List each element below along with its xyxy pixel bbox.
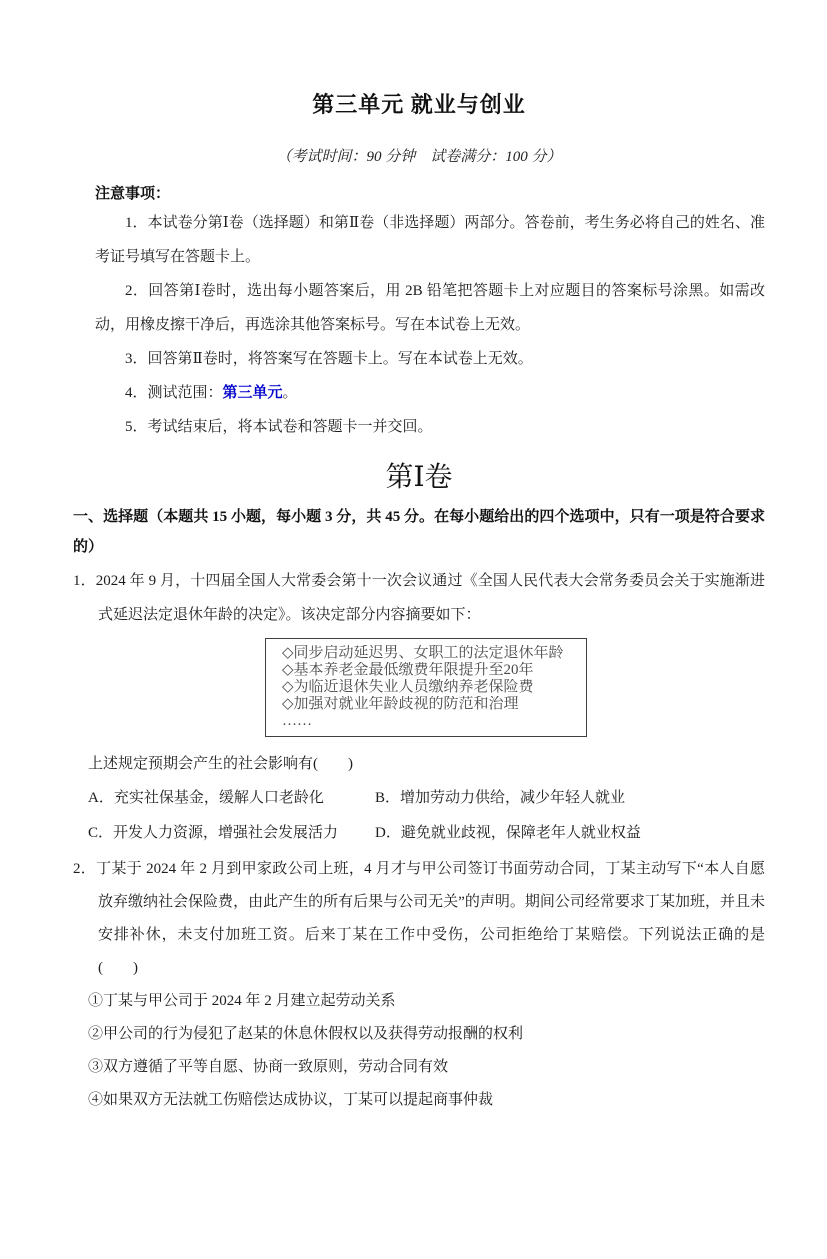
section-heading: 第Ⅰ卷 — [385, 462, 453, 493]
multiple-choice-intro: 一、选择题（本题共 15 小题，每小题 3 分，共 45 分。在每小题给出的四个选项中，只有一项是符合要求的） — [73, 509, 765, 555]
option-d: D．避免就业歧视，保障老年人就业权益 — [375, 825, 641, 841]
question-1-stem: 1．2024 年 9 月，十四届全国人大常委会第十一次会议通过《全国人民代表大会常务委员会关于实施渐进式延迟法定退休年龄的决定》。该决定部分内容摘要如下： — [73, 573, 765, 623]
notice-heading: 注意事项： — [95, 186, 171, 202]
notice-item-5: 5．考试结束后，将本试卷和答题卡一并交回。 — [125, 419, 433, 435]
option-row-1 — [88, 781, 765, 816]
scope-highlight: 第三单元 — [222, 385, 283, 401]
notice-item-4-suffix: 。 — [282, 385, 298, 401]
question-1 — [73, 564, 765, 851]
statement-1: ①丁某与甲公司于 2024 年 2 月建立起劳动关系 — [88, 993, 396, 1009]
exam-title: 第三单元 就业与创业 — [312, 92, 526, 117]
decision-summary-box — [265, 638, 587, 737]
summary-line-4: ◇加强对就业年龄歧视的防范和治理 — [282, 696, 519, 712]
option-a: A．充实社保基金，缓解人口老龄化 — [88, 790, 324, 806]
option-c: C．开发人力资源，增强社会发展活力 — [88, 825, 339, 841]
summary-line-3: ◇为临近退休失业人员缴纳养老保险费 — [282, 679, 534, 695]
question-2-stem: 2．丁某于 2024 年 2 月到甲家政公司上班，4 月才与甲公司签订书面劳动合同，丁某主动写下“本人自愿放弃缴纳社会保险费，由此产生的所有后果与公司无关”的声明。期间公司经常要求丁某加班，并且未安排补休，未支付加班工资。后来丁某在工作中受伤，公司拒绝给丁某赔偿。下列说法正确的是( ) — [73, 861, 765, 976]
statement-3: ③双方遵循了平等自愿、协商一致原则，劳动合同有效 — [88, 1059, 449, 1075]
question-1-options — [73, 781, 765, 851]
notice-item-2: 2．回答第Ⅰ卷时，选出每小题答案后，用 2B 铅笔把答题卡上对应题目的答案标号涂黑。如需改动，用橡皮擦干净后，再选涂其他答案标号。写在本试卷上无效。 — [95, 283, 765, 333]
notice-section — [95, 182, 765, 444]
statement-4: ④如果双方无法就工伤赔偿达成协议，丁某可以提起商事仲裁 — [88, 1092, 494, 1108]
notice-item-1: 1．本试卷分第Ⅰ卷（选择题）和第Ⅱ卷（非选择题）两部分。答卷前，考生务必将自己的姓名、准考证号填写在答题卡上。 — [95, 215, 765, 265]
summary-line-1: ◇同步启动延迟男、女职工的法定退休年龄 — [282, 645, 564, 661]
question-2-statements — [73, 985, 765, 1117]
option-row-2 — [88, 816, 765, 851]
exam-page — [0, 90, 827, 1117]
exam-subtitle: （考试时间：90 分钟 试卷满分：100 分） — [276, 149, 562, 165]
question-1-substem: 上述规定预期会产生的社会影响有( ) — [88, 756, 353, 772]
notice-item-3: 3．回答第Ⅱ卷时，将答案写在答题卡上。写在本试卷上无效。 — [125, 351, 533, 367]
summary-line-2: ◇基本养老金最低缴费年限提升至20年 — [282, 662, 534, 678]
summary-line-ellipsis: …… — [282, 713, 312, 729]
option-b: B．增加劳动力供给，减少年轻人就业 — [375, 790, 626, 806]
notice-item-4-prefix: 4．测试范围： — [125, 385, 223, 401]
notice-item-4 — [95, 376, 765, 410]
statement-2: ②甲公司的行为侵犯了赵某的休息休假权以及获得劳动报酬的权利 — [88, 1026, 524, 1042]
question-2 — [73, 853, 765, 1117]
